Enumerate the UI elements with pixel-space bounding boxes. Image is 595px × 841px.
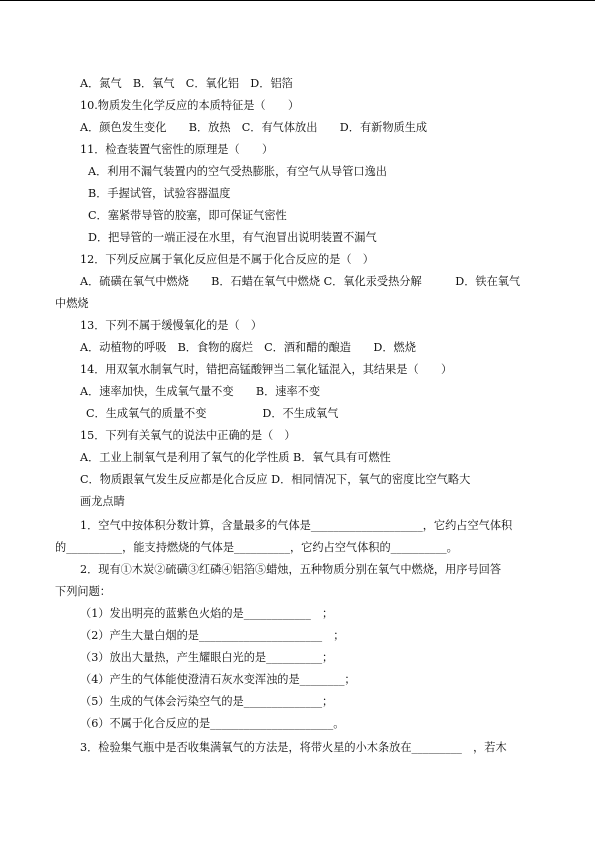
fill1-line1: 1．空气中按体积分数计算，含量最多的气体是____________________，它约占空气体积 xyxy=(80,519,513,532)
q11-option-b: B．手握试管，试验容器温度 xyxy=(88,187,231,200)
q12-options-line2: 中燃烧 xyxy=(55,297,89,310)
q15-option-cd: C．物质跟氧气发生反应都是化合反应 D．相同情况下，氧气的密度比空气略大 xyxy=(80,473,471,486)
q10-options: A．颜色发生变化 B．放热 C．有气体放出 D．有新物质生成 xyxy=(80,121,428,134)
q11-option-d: D．把导管的一端正浸在水里，有气泡冒出说明装置不漏气 xyxy=(88,231,377,244)
q13-stem: 13．下列不属于缓慢氧化的是（ ） xyxy=(80,319,263,332)
q13-options: A．动植物的呼吸 B．食物的腐烂 C．酒和醋的酿造 D．燃烧 xyxy=(80,341,416,354)
fill2-sub5: （5）生成的气体会污染空气的是______________； xyxy=(80,695,334,708)
fill2-line2: 下列问题： xyxy=(55,585,111,598)
fill3-line1: 3．检验集气瓶中是否收集满氧气的方法是，将带火星的小木条放在_________ ，若木 xyxy=(80,741,507,754)
q9-options: A．氮气 B．氧气 C．氧化铝 D．铝箔 xyxy=(80,77,293,90)
q14-option-ab: A．速率加快，生成氧气量不变 B．速率不变 xyxy=(80,385,321,398)
q15-stem: 15．下列有关氧气的说法中正确的是（ ） xyxy=(80,429,296,442)
q15-option-ab: A．工业上制氧气是利用了氧气的化学性质 B．氧气具有可燃性 xyxy=(80,451,391,464)
q14-option-cd: C．生成氧气的质量不变 D．不生成氧气 xyxy=(86,407,339,420)
q12-stem: 12．下列反应属于氧化反应但是不属于化合反应的是（ ） xyxy=(80,253,374,266)
fill2-sub2: （2）产生大量白烟的是______________________ ； xyxy=(80,629,345,642)
q11-option-a: A．利用不漏气装置内的空气受热膨胀，有空气从导管口逸出 xyxy=(88,165,387,178)
q12-options-line1: A．硫磺在氧气中燃烧 B．石蜡在氧气中燃烧 C．氧化汞受热分解 D．铁在氧气 xyxy=(80,275,521,288)
fill2-sub1: （1）发出明亮的蓝紫色火焰的是____________ ； xyxy=(80,607,334,620)
q10-stem: 10.物质发生化学反应的本质特征是（ ） xyxy=(80,99,300,112)
fill2-sub3: （3）放出大量热，产生耀眼白光的是__________； xyxy=(80,651,334,664)
fill2-line1: 2．现有①木炭②硫磺③红磷④铝箔⑤蜡烛，五种物质分别在氧气中燃烧，用序号回答 xyxy=(80,563,502,576)
q14-stem: 14．用双氧水制氧气时，错把高锰酸钾当二氧化锰混入，其结果是（ ） xyxy=(80,363,453,376)
q11-stem: 11．检查装置气密性的原理是（ ） xyxy=(80,143,274,156)
section-title: 画龙点睛 xyxy=(80,495,125,508)
q11-option-c: C．塞紧带导管的胶塞，即可保证气密性 xyxy=(88,209,287,222)
fill2-sub6: （6）不属于化合反应的是______________________。 xyxy=(80,717,345,730)
fill2-sub4: （4）产生的气体能使澄清石灰水变浑浊的是________； xyxy=(80,673,356,686)
fill1-line2: 的__________，能支持燃烧的气体是__________，它约占空气体积的__________。 xyxy=(55,541,458,554)
